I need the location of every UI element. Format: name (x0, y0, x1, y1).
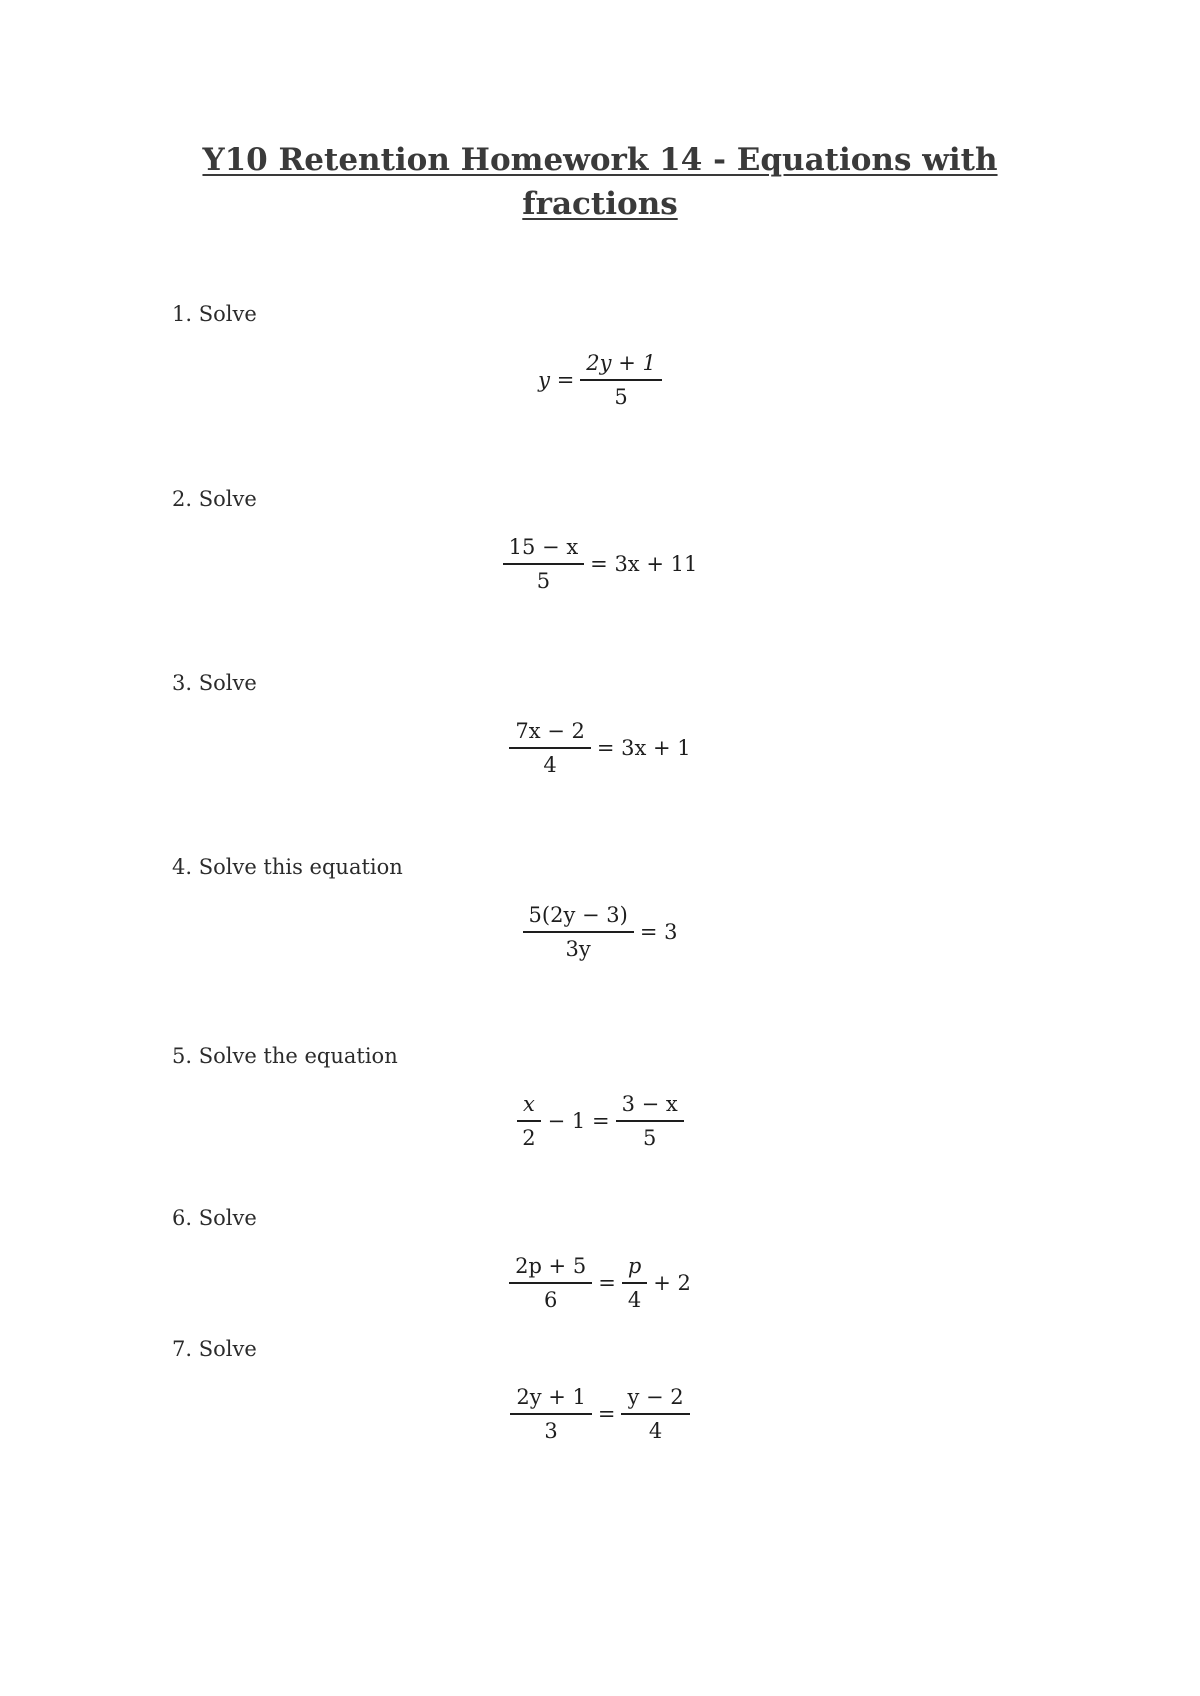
fraction-denominator: 5 (536, 569, 551, 593)
question-4-rhs: = 3 (639, 920, 678, 944)
question-2-fraction (503, 534, 585, 594)
question-7-fraction-right (621, 1384, 689, 1444)
question-4-equation (0, 902, 1200, 962)
fraction-denominator: 5 (642, 1126, 657, 1150)
fraction-denominator: 3y (565, 937, 591, 961)
fraction-denominator: 5 (614, 385, 628, 409)
question-1-fraction (580, 350, 662, 410)
fraction-denominator: 3 (544, 1419, 558, 1443)
question-2-equation (0, 534, 1200, 594)
question-6-fraction-right (622, 1253, 647, 1313)
fraction-numerator: 7x − 2 (509, 718, 591, 749)
question-6-middle: = (598, 1271, 616, 1295)
question-4-label: 4. Solve this equation (172, 855, 403, 879)
question-2-label: 2. Solve (172, 487, 257, 511)
question-5-equation (0, 1091, 1200, 1151)
fraction-denominator: 4 (627, 1288, 642, 1312)
fraction-denominator: 4 (648, 1419, 663, 1443)
question-5-fraction-left (516, 1091, 541, 1151)
question-6-equation (0, 1253, 1200, 1313)
fraction-denominator: 2 (522, 1126, 536, 1150)
fraction-numerator: 3 − x (616, 1091, 684, 1122)
question-7-fraction-left (510, 1384, 592, 1444)
question-3-label: 3. Solve (172, 671, 257, 695)
fraction-numerator: 2y + 1 (580, 350, 662, 381)
question-2-rhs: = 3x + 11 (590, 552, 698, 576)
question-3-fraction (509, 718, 591, 778)
fraction-denominator: 4 (543, 753, 557, 777)
fraction-numerator: 5(2y − 3) (523, 902, 634, 933)
question-1-label: 1. Solve (172, 302, 257, 326)
fraction-numerator: x (517, 1091, 541, 1122)
question-6-fraction-left (509, 1253, 592, 1313)
question-6-label: 6. Solve (172, 1206, 257, 1230)
page-title: Y10 Retention Homework 14 - Equations with fractions (202, 142, 998, 222)
question-1-equation (0, 350, 1200, 410)
fraction-numerator: p (622, 1253, 647, 1284)
question-1-lhs: y = (538, 368, 575, 392)
question-3-equation (0, 718, 1200, 778)
question-7-label: 7. Solve (172, 1337, 257, 1361)
fraction-numerator: 2p + 5 (509, 1253, 592, 1284)
fraction-numerator: 15 − x (503, 534, 585, 565)
question-6-rhs: + 2 (653, 1271, 691, 1295)
question-5-fraction-right (616, 1091, 684, 1151)
question-5-label: 5. Solve the equation (172, 1044, 398, 1068)
question-7-middle: = (597, 1402, 616, 1426)
question-4-fraction (523, 902, 634, 962)
question-7-equation (0, 1384, 1200, 1444)
fraction-numerator: y − 2 (621, 1384, 689, 1415)
fraction-numerator: 2y + 1 (510, 1384, 592, 1415)
question-3-rhs: = 3x + 1 (596, 736, 691, 760)
question-5-middle: − 1 = (547, 1109, 610, 1133)
fraction-denominator: 6 (543, 1288, 558, 1312)
